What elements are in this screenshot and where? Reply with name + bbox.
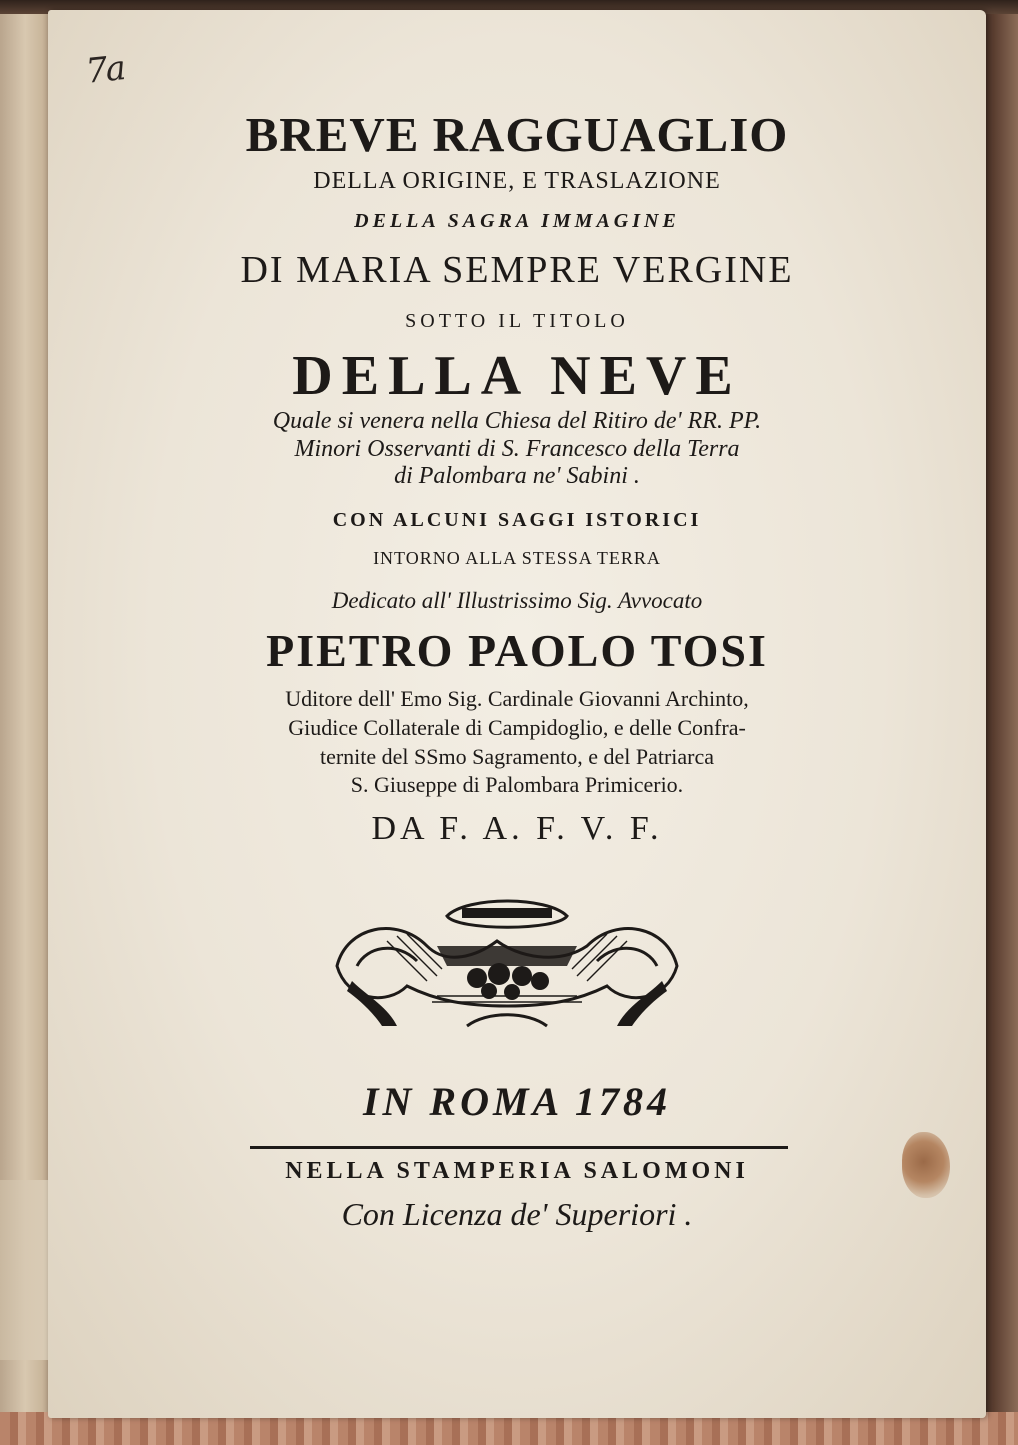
- dedicatee-title-2: Giudice Collaterale di Campidoglio, e delle Confra-: [288, 715, 746, 740]
- imprint-place-date: IN ROMA 1784: [362, 1079, 672, 1124]
- license-line: Con Licenza de' Superiori .: [341, 1196, 693, 1232]
- foxing-stain: [902, 1132, 950, 1198]
- dedicatee-title-4: S. Giuseppe di Palombara Primicerio.: [350, 772, 684, 797]
- ornamental-vignette: [327, 886, 687, 1036]
- imprint-rule: [250, 1146, 788, 1149]
- location-line-1: Quale si venera nella Chiesa del Ritiro de' RR. PP.: [272, 408, 762, 434]
- pencil-shelfmark: 7a: [84, 48, 126, 92]
- dedicatee-title-3: ternite del SSmo Sagramento, e del Patriarca: [319, 744, 715, 769]
- title-page: [48, 10, 986, 1418]
- location-line-2: Minori Osservanti di S. Francesco della Terra: [294, 436, 740, 462]
- location-line-3: di Palombara ne' Sabini .: [394, 463, 640, 489]
- subtitle-sotto: SOTTO IL TITOLO: [405, 310, 629, 332]
- printer-line: NELLA STAMPERIA SALOMONI: [285, 1158, 749, 1184]
- dedicatee-title-1: Uditore dell' Emo Sig. Cardinale Giovanni Archinto,: [285, 686, 749, 711]
- main-title: BREVE RAGGUAGLIO: [245, 107, 789, 162]
- title-della-neve: DELLA NEVE: [292, 345, 742, 407]
- dedication-line: Dedicato all' Illustrissimo Sig. Avvocato: [331, 588, 703, 613]
- historical-essays-line-1: CON ALCUNI SAGGI ISTORICI: [332, 509, 702, 531]
- subtitle-maria: DI MARIA SEMPRE VERGINE: [240, 249, 794, 291]
- subtitle-origin: DELLA ORIGINE, E TRASLAZIONE: [313, 168, 721, 194]
- subtitle-image: DELLA SAGRA IMMAGINE: [354, 210, 680, 232]
- historical-essays-line-2: INTORNO ALLA STESSA TERRA: [373, 548, 661, 568]
- dedicatee-name: PIETRO PAOLO TOSI: [266, 625, 768, 676]
- author-initials: DA F. A. F. V. F.: [371, 810, 663, 847]
